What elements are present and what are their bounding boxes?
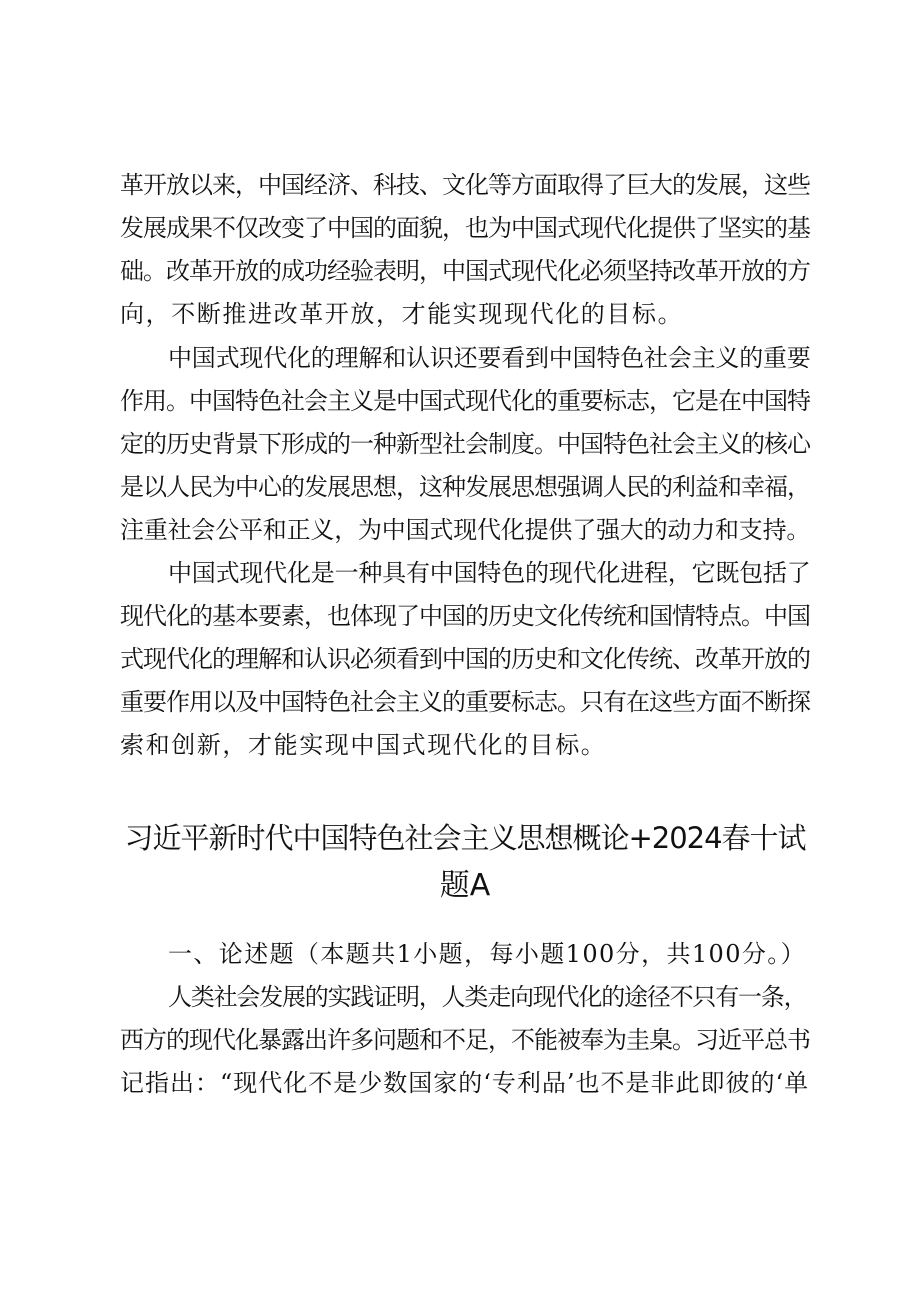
paragraph-1-line-2: 发展成果不仅改变了中国的面貌，也为中国式现代化提供了坚实的基 — [120, 214, 810, 242]
paragraph-1-line-4: 向，不断推进改革开放，才能实现现代化的目标。 — [120, 300, 684, 328]
paragraph-1-line-1: 革开放以来，中国经济、科技、文化等方面取得了巨大的发展，这些 — [120, 171, 810, 199]
question-line-3: 记指出：“现代化不是少数国家的‘专利品’也不是非此即彼的‘单 — [120, 1069, 810, 1097]
paragraph-3-line-2: 现代化的基本要素，也体现了中国的历史文化传统和国情特点。中国 — [120, 602, 810, 630]
question-header: 一、论述题（本题共1小题，每小题100分，共100分。） — [168, 940, 807, 968]
question-line-2: 西方的现代化暴露出许多问题和不足，不能被奉为圭臬。习近平总书 — [120, 1026, 810, 1054]
paragraph-1-line-3: 础。改革开放的成功经验表明，中国式现代化必须坚持改革开放的方 — [120, 257, 810, 285]
document-title-line-2: 题A — [439, 868, 491, 903]
paragraph-2-line-3: 定的历史背景下形成的一种新型社会制度。中国特色社会主义的核心 — [120, 430, 810, 458]
question-line-1: 人类社会发展的实践证明，人类走向现代化的途径不只有一条， — [168, 983, 807, 1011]
paragraph-3-line-5: 索和创新，才能实现中国式现代化的目标。 — [120, 731, 607, 759]
document-title-line-1: 习近平新时代中国特色社会主义思想概论+2024春十试 — [124, 821, 806, 855]
paragraph-3-line-4: 重要作用以及中国特色社会主义的重要标志。只有在这些方面不断探 — [120, 688, 810, 716]
paragraph-2-line-1: 中国式现代化的理解和认识还要看到中国特色社会主义的重要 — [168, 344, 811, 372]
paragraph-2-line-5: 注重社会公平和正义，为中国式现代化提供了强大的动力和支持。 — [120, 516, 811, 544]
paragraph-3-line-3: 式现代化的理解和认识必须看到中国的历史和文化传统、改革开放的 — [120, 645, 810, 673]
paragraph-2-line-2: 作用。中国特色社会主义是中国式现代化的重要标志，它是在中国特 — [120, 387, 810, 415]
paragraph-2-line-4: 是以人民为中心的发展思想，这种发展思想强调人民的利益和幸福， — [120, 473, 810, 501]
paragraph-3-line-1: 中国式现代化是一种具有中国特色的现代化进程，它既包括了 — [168, 559, 811, 587]
